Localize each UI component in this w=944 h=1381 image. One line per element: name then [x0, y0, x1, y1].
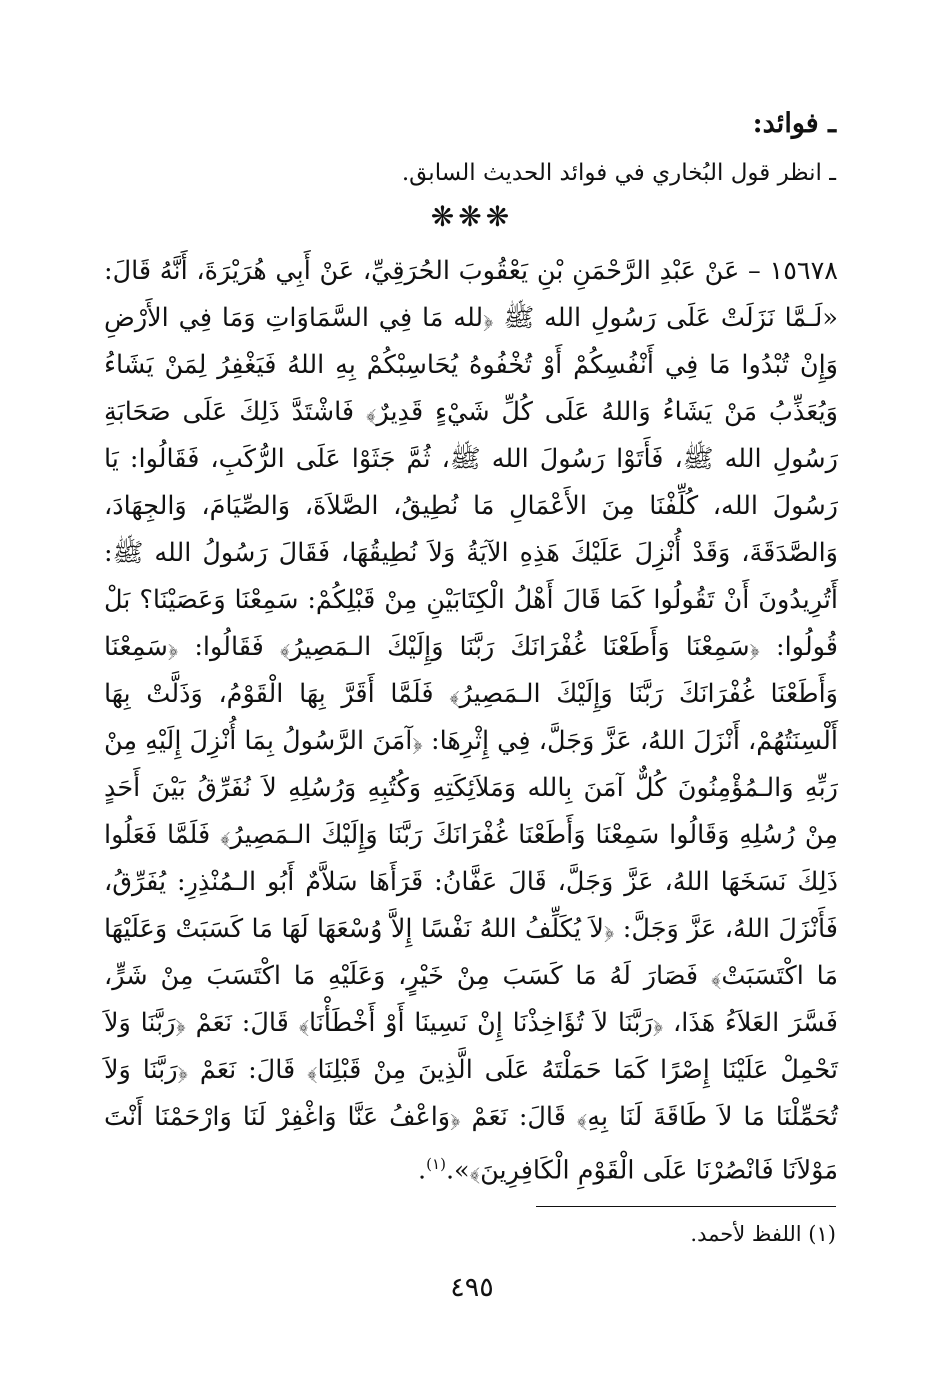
page-number: ٤٩٥ [450, 1272, 494, 1303]
section-note: ـ انظر قول البُخاري في فوائد الحديث السابق. [401, 160, 836, 186]
hadith-text: عَنْ عَبْدِ الرَّحْمَنِ بْنِ يَعْقُوبَ الحُرَقِيِّ، عَنْ أَبِي هُرَيْرَةَ، أَنَّهُ قَالَ: «لَـمَّا نَزَلَتْ عَلَى رَسُولِ الله ﷺ ﴿لله مَا فِي السَّمَاوَاتِ وَمَا فِي الأَرْضِ وَإِنْ تُبْدُوا مَا فِي أَنْفُسِكُمْ أَوْ تُخْفُوهُ يُحَاسِبْكُمْ بِهِ اللهُ فَيَغْفِرُ لِمَنْ يَشَاءُ وَيُعَذِّبُ مَنْ يَشَاءُ وَاللهُ عَلَى كُلِّ شَيْءٍ قَدِيرٌ﴾ فَاشْتَدَّ ذَلِكَ عَلَى صَحَابَةِ رَسُولِ الله ﷺ، فَأَتَوْا رَسُولَ الله ﷺ، ثُمَّ جَثَوْا عَلَى الرُّكَبِ، فَقَالُوا: يَا رَسُولَ الله، كُلِّفْنَا مِنَ الأَعْمَالِ مَا نُطِيقُ، الصَّلاَةَ، وَالصِّيَامَ، وَالجِهَادَ، وَالصَّدَقَةَ، وَقَدْ أُنْزِلَ عَلَيْكَ هَذِهِ الآيَةُ وَلاَ نُطِيقُهَا، فَقَالَ رَسُولُ الله ﷺ: أَتُرِيدُونَ أَنْ تَقُولُوا كَمَا قَالَ أَهْلُ الْكِتَابَيْنِ مِنْ قَبْلِكُمْ: سَمِعْنَا وَعَصَيْنَا؟ بَلْ قُولُوا: ﴿سَمِعْنَا وَأَطَعْنَا غُفْرَانَكَ رَبَّنَا وَإِلَيْكَ الـمَصِيرُ﴾ فَقَالُوا: ﴿سَمِعْنَا وَأَطَعْنَا غُفْرَانَكَ رَبَّنَا وَإِلَيْكَ الـمَصِيرُ﴾ فَلَمَّا أَقَرَّ بِهَا الْقَوْمُ، وَذَلَّتْ بِهَا أَلْسِنَتُهُمْ، أَنْزَلَ اللهُ، عَزَّ وَجَلَّ، فِي إِثْرِهَا: ﴿آمَنَ الرَّسُولُ بِمَا أُنْزِلَ إِلَيْهِ مِنْ رَبِّهِ وَالـمُؤْمِنُونَ كُلٌّ آمَنَ بِالله وَمَلاَئِكَتِهِ وَكُتُبِهِ وَرُسُلِهِ لاَ نُفَرِّقُ بَيْنَ أَحَدٍ مِنْ رُسُلِهِ وَقَالُوا سَمِعْنَا وَأَطَعْنَا غُفْرَانَكَ رَبَّنَا وَإِلَيْكَ الـمَصِيرُ﴾ فَلَمَّا فَعَلُوا ذَلِكَ نَسَخَهَا اللهُ، عَزَّ وَجَلَّ، قَالَ عَفَّانُ: قَرَأَهَا سَلاَّمٌ أَبُو الـمُنْذِرِ: يُفَرِّقُ، فَأَنْزَلَ اللهُ، عَزَّ وَجَلَّ: ﴿لاَ يُكَلِّفُ اللهُ نَفْسًا إِلاَّ وُسْعَهَا لَهَا مَا كَسَبَتْ وَعَلَيْهَا مَا اكْتَسَبَتْ﴾ فَصَارَ لَهُ مَا كَسَبَ مِنْ خَيْرٍ، وَعَلَيْهِ مَا اكْتَسَبَ مِنْ شَرٍّ، فَسَّرَ العَلاَءُ هَذَا، ﴿رَبَّنَا لاَ تُؤَاخِذْنَا إِنْ نَسِينَا أَوْ أَخْطَأْنَا﴾ قَالَ: نَعَمْ ﴿رَبَّنَا وَلاَ تَحْمِلْ عَلَيْنَا إِصْرًا كَمَا حَمَلْتَهُ عَلَى الَّذِينَ مِنْ قَبْلِنَا﴾ قَالَ: نَعَمْ ﴿رَبَّنَا وَلاَ تُحَمِّلْنَا مَا لاَ طَاقَةَ لَنَا بِهِ﴾ قَالَ: نَعَمْ ﴿وَاعْفُ عَنَّا وَاغْفِرْ لَنَا وَارْحَمْنَا أَنْتَ مَوْلاَنَا فَانْصُرْنَا عَلَى الْقَوْمِ الْكَافِرِينَ﴾». [104, 256, 838, 1186]
footnote: (١) اللفظ لأحمد. [690, 1222, 836, 1246]
separator-stars: ❋❋❋ [430, 200, 514, 233]
footnote-rule [536, 1206, 836, 1207]
hadith-body [104, 248, 838, 1195]
hadith-paragraph [104, 248, 838, 1195]
hadith-number: ١٥٦٧٨ [769, 256, 838, 286]
hadith-dash: – [739, 256, 770, 286]
section-heading: ـ فوائد: [752, 108, 836, 139]
hadith-end: . [418, 1155, 427, 1186]
footnote-marker: (١) [426, 1155, 446, 1173]
